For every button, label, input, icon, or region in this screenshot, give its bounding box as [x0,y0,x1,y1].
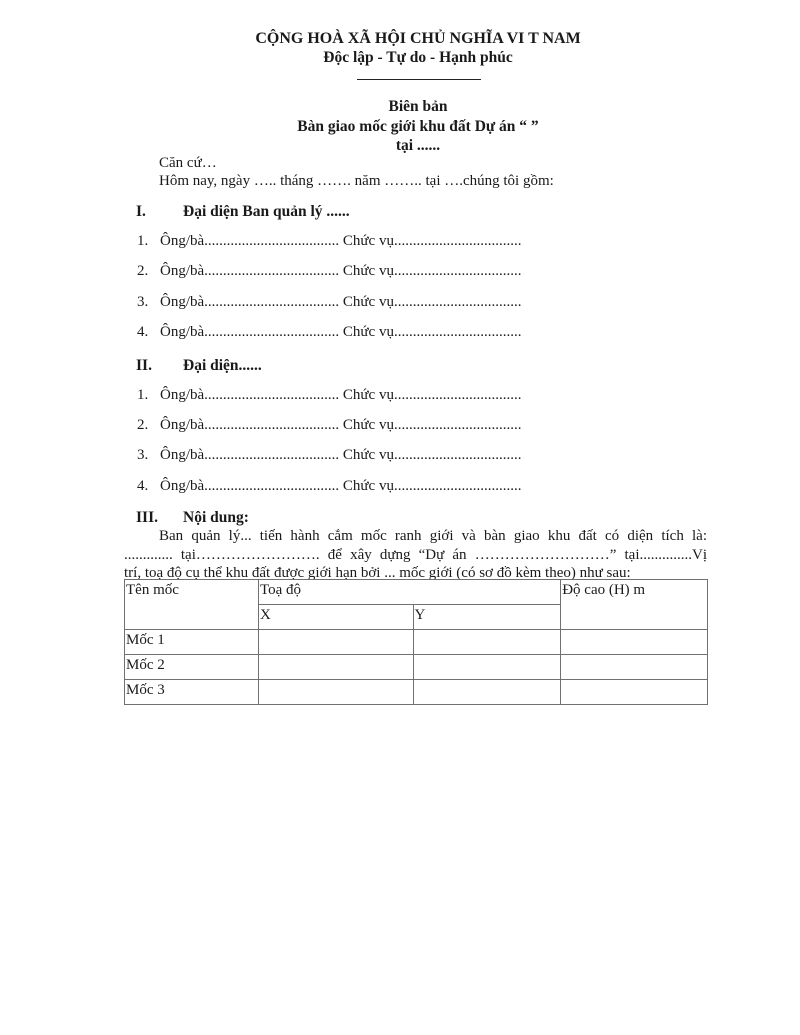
section-number: II. [136,357,152,374]
cell-x[interactable] [258,680,413,705]
motto: Độc lập - Tự do - Hạnh phúc [323,49,513,66]
cell-y[interactable] [413,630,561,655]
section-title: Đại diện Ban quản lý ...... [183,203,350,220]
list-item-text: Ông/bà.................................... Chức vụ.................................. [160,324,522,340]
section-title: Đại diện...... [183,357,262,374]
list-item-text: Ông/bà.................................... Chức vụ.................................. [160,478,522,494]
list-item-number: 2. [137,417,149,433]
cell-x[interactable] [258,655,413,680]
header-y: Y [413,605,561,630]
list-item-number: 4. [137,324,149,340]
section-number: I. [136,203,146,220]
boundary-marker-table [124,579,708,705]
paragraph-line: trí, toạ độ cụ thể khu đất được giới hạn bởi ... mốc giới (có sơ đồ kèm theo) như sau: [124,565,631,581]
cell-x[interactable] [258,630,413,655]
cell-elevation[interactable] [561,630,708,655]
paragraph-line: ............. tại……………………. để xây dựng “Dự án ………………………” tại..............Vị [124,546,707,563]
basis-line: Căn cứ… [159,155,217,171]
list-item-text: Ông/bà.................................... Chức vụ.................................. [160,263,522,279]
motto-underline [357,79,481,80]
cell-y[interactable] [413,680,561,705]
table-row [125,630,708,655]
date-line: Hôm nay, ngày ….. tháng ……. năm …….. tại ….chúng tôi gồm: [159,173,554,189]
document-title: Biên bản [388,98,448,115]
header-coordinates: Toạ độ [258,580,560,605]
header-marker-name: Tên mốc [125,580,259,630]
list-item-text: Ông/bà.................................... Chức vụ.................................. [160,294,522,310]
list-item-text: Ông/bà.................................... Chức vụ.................................. [160,417,522,433]
list-item-text: Ông/bà.................................... Chức vụ.................................. [160,233,522,249]
cell-marker-name: Mốc 3 [125,680,259,705]
list-item-number: 3. [137,294,149,310]
cell-elevation[interactable] [561,655,708,680]
document-subtitle: Bàn giao mốc giới khu đất Dự án “ ” [297,118,539,135]
table-row [125,655,708,680]
header-x: X [258,605,413,630]
list-item-number: 1. [137,387,149,403]
cell-elevation[interactable] [561,680,708,705]
section-number: III. [136,509,158,526]
cell-marker-name: Mốc 1 [125,630,259,655]
list-item-number: 3. [137,447,149,463]
header-elevation: Độ cao (H) m [561,580,708,630]
document-location: tại ...... [395,137,441,154]
list-item-number: 1. [137,233,149,249]
cell-marker-name: Mốc 2 [125,655,259,680]
list-item-number: 4. [137,478,149,494]
paragraph-line: Ban quản lý... tiến hành cắm mốc ranh giới và bàn giao khu đất có diện tích là: [159,528,707,544]
table-header-row [125,580,708,605]
list-item-text: Ông/bà.................................... Chức vụ.................................. [160,447,522,463]
list-item-number: 2. [137,263,149,279]
cell-y[interactable] [413,655,561,680]
section-title: Nội dung: [183,509,249,526]
content-paragraph [124,527,707,583]
list-item-text: Ông/bà.................................... Chức vụ.................................. [160,387,522,403]
nation-title: CỘNG HOÀ XÃ HỘI CHỦ NGHĨA VI T NAM [255,30,581,47]
table-row [125,680,708,705]
